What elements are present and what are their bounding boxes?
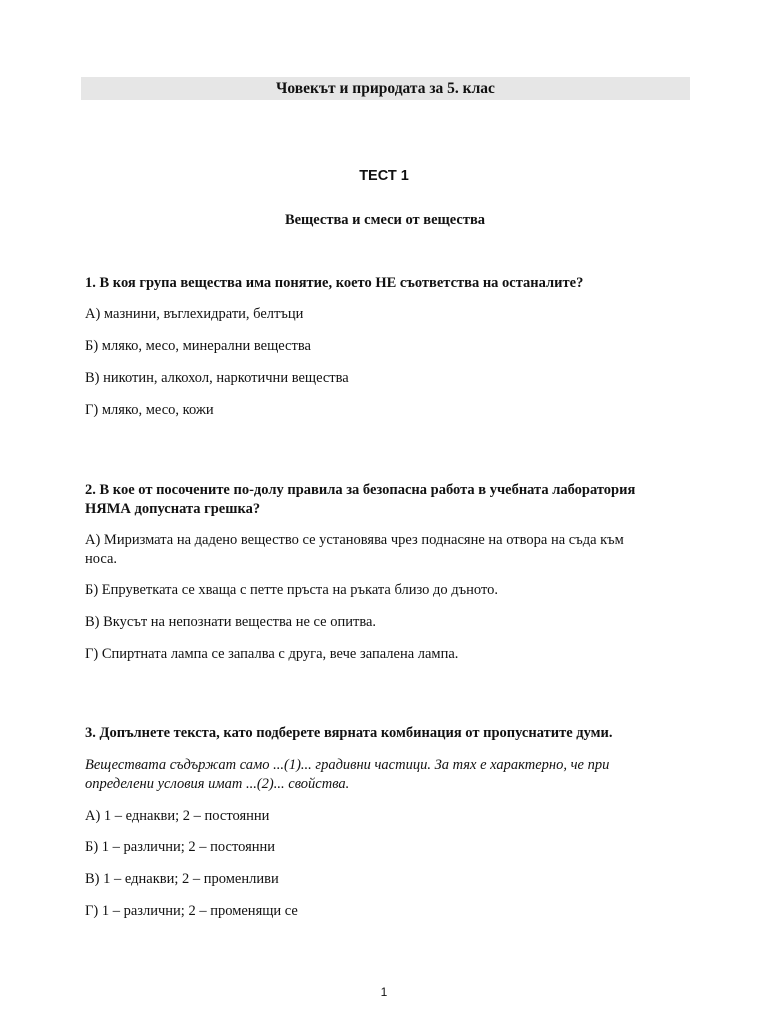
question-3-prompt-line-2: определени условия имат ...(2)... свойства. xyxy=(85,776,350,792)
test-title: ТЕСТ 1 xyxy=(359,168,409,184)
test-subtitle: Вещества и смеси от вещества xyxy=(284,212,486,228)
question-3-option-b: Б) 1 – различни; 2 – постоянни xyxy=(85,839,276,855)
question-2-option-a-line-2: носа. xyxy=(85,551,118,567)
question-2-text-line-2: НЯМА допусната грешка? xyxy=(85,501,261,517)
question-3-prompt-line-1: Веществата съдържат само ...(1)... градивни частици. За тях е характерно, че при xyxy=(85,757,610,773)
question-3-option-c: В) 1 – еднакви; 2 – променливи xyxy=(85,871,279,887)
question-3-option-a: А) 1 – еднакви; 2 – постоянни xyxy=(85,808,270,824)
question-1-option-b: Б) мляко, месо, минерални вещества xyxy=(85,338,311,354)
question-2-option-a-line-1: А) Миризмата на дадено вещество се установява чрез поднасяне на отвора на съда към xyxy=(85,532,624,548)
page-number: 1 xyxy=(380,985,388,999)
question-2-option-d: Г) Спиртната лампа се запалва с друга, вече запалена лампа. xyxy=(85,646,459,662)
question-3-option-d: Г) 1 – различни; 2 – променящи се xyxy=(85,903,298,919)
document-title: Човекът и природата за 5. клас xyxy=(81,77,690,100)
question-1-option-d: Г) мляко, месо, кожи xyxy=(85,402,214,418)
question-1-option-a: А) мазнини, въглехидрати, белтъци xyxy=(85,306,304,322)
question-2-option-c: В) Вкусът на непознати вещества не се опитва. xyxy=(85,614,377,630)
question-1-text: 1. В коя група вещества има понятие, което НЕ съответства на останалите? xyxy=(85,275,584,291)
question-1-option-c: В) никотин, алкохол, наркотични вещества xyxy=(85,370,349,386)
question-2-text-line-1: 2. В кое от посочените по-долу правила за безопасна работа в учебната лаборатория xyxy=(85,482,636,498)
question-2-option-b: Б) Епруветката се хваща с петте пръста на ръката близо до дъното. xyxy=(85,582,498,598)
question-3-text: 3. Допълнете текста, като подберете вярната комбинация от пропуснатите думи. xyxy=(85,725,613,741)
